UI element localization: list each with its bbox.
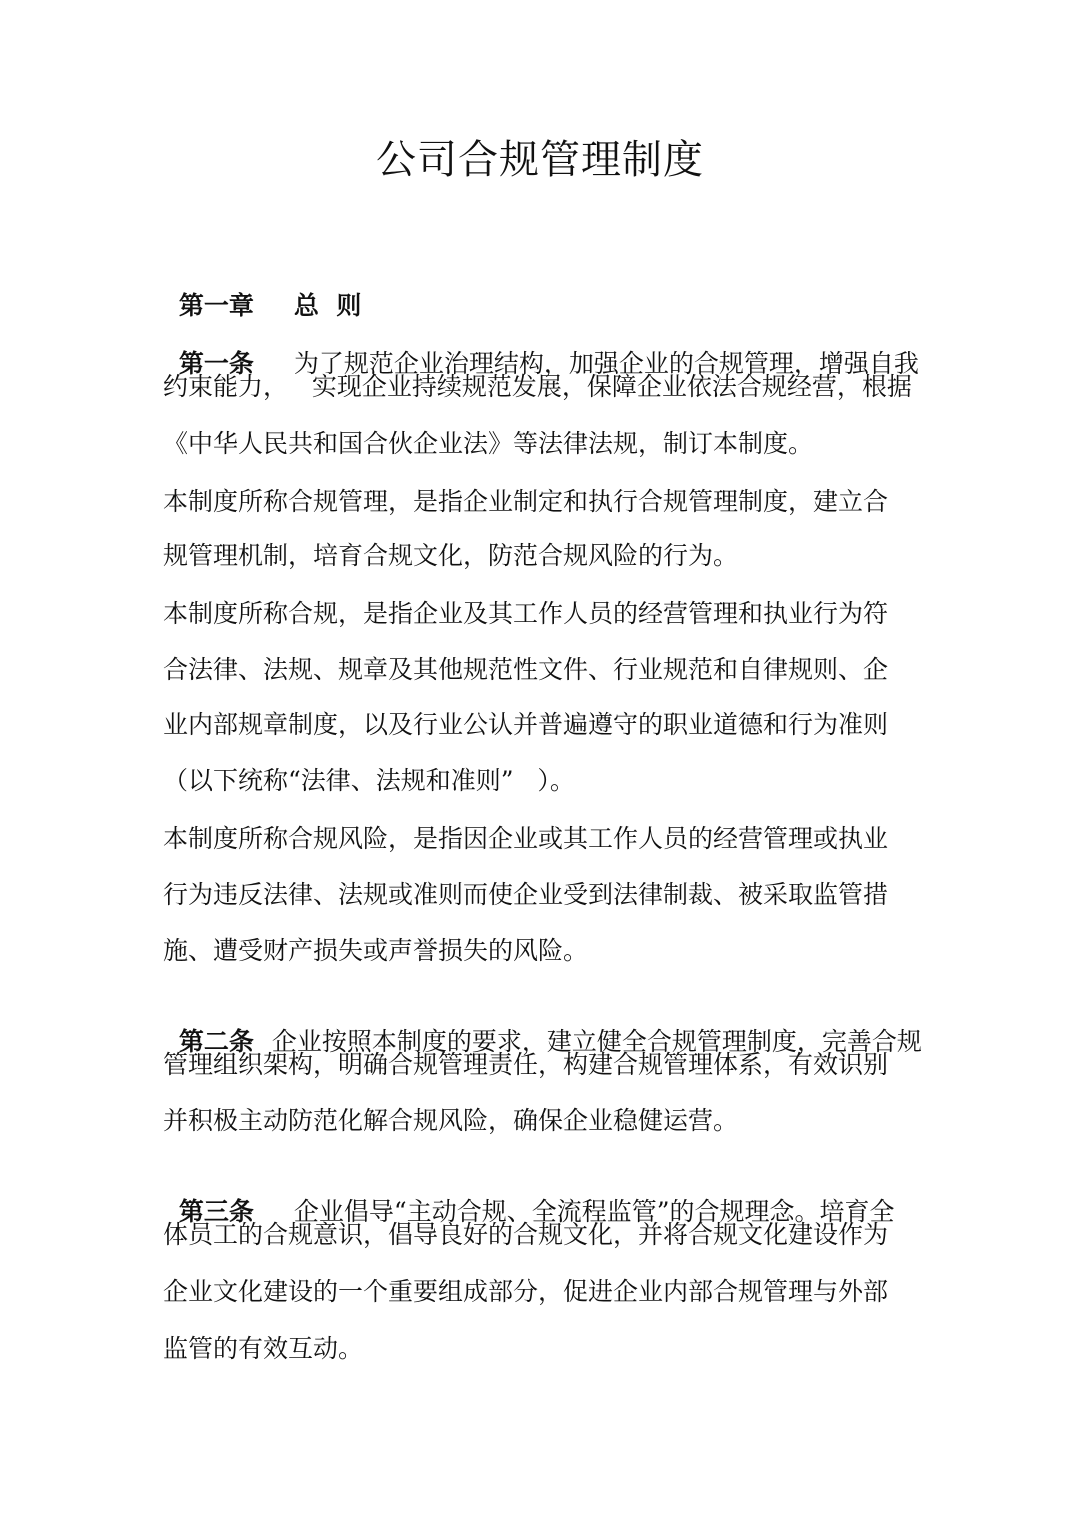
- article-3-line-3: 企业文化建设的一个重要组成部分，促进企业内部合规管理与外部: [163, 1277, 889, 1306]
- definition-management-line-2: 规管理机制，培育合规文化，防范合规风险的行为。: [163, 541, 739, 570]
- article-1-line-3: 《中华人民共和国合伙企业法》等法律法规，制订本制度。: [163, 429, 814, 458]
- article-2-line-2: 管理组织架构，明确合规管理责任，构建合规管理体系，有效识别: [163, 1050, 889, 1079]
- definition-risk-line-2: 行为违反法律、法规或准则而使企业受到法律制裁、被采取监管措: [163, 880, 889, 909]
- article-1-label: 第一条: [178, 349, 254, 378]
- chapter-name: 总 则: [293, 291, 362, 320]
- article-2-text: 企业按照本制度的要求，建立健全合规管理制度，完善合规: [271, 1027, 922, 1056]
- definition-compliance-line-2: 合法律、法规、规章及其他规范性文件、行业规范和自律规则、企: [163, 655, 889, 684]
- article-2-label: 第二条: [178, 1027, 254, 1056]
- definition-risk-line-1: 本制度所称合规风险，是指因企业或其工作人员的经营管理或执业: [163, 824, 889, 853]
- chapter-number: 第一章: [178, 291, 254, 320]
- article-3-line-4: 监管的有效互动。: [163, 1334, 364, 1363]
- definition-management-line-1: 本制度所称合规管理，是指企业制定和执行合规管理制度，建立合: [163, 487, 889, 516]
- article-1-line-2: 约束能力， 实现企业持续规范发展，保障企业依法合规经营，根据: [163, 372, 912, 401]
- article-3-text: 企业倡导“主动合规、全流程监管”的合规理念。培育全: [293, 1197, 895, 1226]
- definition-risk-line-3: 施、遭受财产损失或声誉损失的风险。: [163, 936, 589, 965]
- article-3-line-2: 体员工的合规意识，倡导良好的合规文化，并将合规文化建设作为: [163, 1220, 889, 1249]
- definition-compliance-line-3: 业内部规章制度，以及行业公认并普遍遵守的职业道德和行为准则: [163, 710, 889, 739]
- definition-compliance-line-4: （以下统称“法律、法规和准则” ）。: [163, 766, 575, 795]
- definition-compliance-line-1: 本制度所称合规，是指企业及其工作人员的经营管理和执业行为符: [163, 599, 889, 628]
- article-2-line-3: 并积极主动防范化解合规风险，确保企业稳健运营。: [163, 1106, 739, 1135]
- document-title: 公司合规管理制度: [376, 137, 704, 183]
- article-3-label: 第三条: [178, 1197, 254, 1226]
- article-1-text: 为了规范企业治理结构，加强企业的合规管理，增强自我: [293, 349, 919, 378]
